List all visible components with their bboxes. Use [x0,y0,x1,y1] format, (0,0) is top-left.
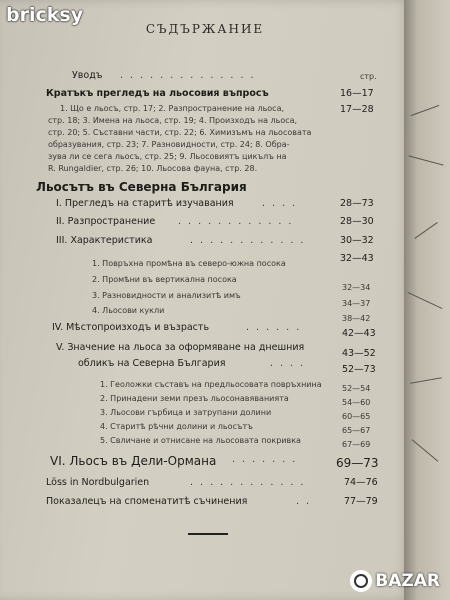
map-contour [412,439,439,462]
watermark-badge [350,570,440,592]
toc-entry-page: 60—65 [342,412,371,421]
toc-entry-page: 16—17 [340,88,374,99]
map-contour [408,155,443,165]
toc-entry-text: 4. Старитѣ рѣчни долини и льосътъ [100,422,253,431]
toc-entry-text: 4. Льосови кукли [92,306,165,315]
toc-entry-text: IV. Мѣстопроизходъ и възрасть [52,322,210,333]
toc-entry-page: 32—34 [342,283,371,292]
section-divider [188,533,228,535]
toc-entry-text: 5. Свличане и отнисане на льосовата покривка [100,436,301,445]
leader-dots: . . . . . . . . . . . . [190,477,306,488]
leader-dots: . . . . [270,358,306,369]
toc-entry-text: образувания, стр. 23; 7. Разновидности, стр. 24; 8. Обра- [48,140,290,149]
leader-dots: . . . . . . . . . . . . . . [120,70,256,81]
bazar-logo-icon [350,570,372,592]
toc-entry-page: 52—54 [342,384,371,393]
facing-page-map [404,0,450,600]
toc-entry-page: 28—73 [340,198,374,209]
toc-entry-text: Кратъкъ прегледъ на льосовия въпросъ [46,88,269,99]
toc-entry-page: 65—67 [342,426,371,435]
map-contour [410,377,442,384]
toc-entry-page: 32—43 [340,253,374,264]
toc-entry-page: 52—73 [342,364,376,375]
toc-entry-text: VI. Льосъ въ Дели-Ормана [50,454,217,468]
leader-dots: . . . . . . . [232,454,298,465]
toc-entry-text: I. Прегледъ на старитѣ изучавания [56,198,234,209]
toc-entry-page: 42—43 [342,328,376,339]
toc-entry-text: II. Разпространение [56,216,156,227]
toc-entry-text: III. Характеристика [56,235,153,246]
toc-entry-text: зува ли се сега льосъ, стр. 25; 9. Льосовиятъ цикълъ на [48,152,287,161]
watermark-bottom-text: BAZAR [375,571,440,591]
toc-entry-page: 77—79 [344,496,378,507]
leader-dots: . . . . . . . . . . . . [190,235,306,246]
toc-entry-page: 38—42 [342,314,371,323]
watermark-logo: bricksy [6,4,84,26]
map-contour [408,292,443,309]
toc-entry-page: 74—76 [344,477,378,488]
toc-entry-page: 67—69 [342,440,371,449]
toc-entry-page: 69—73 [336,456,379,470]
page-title: СЪДЪРЖАНИЕ [145,22,265,36]
toc-entry-text: 1. Повръхна промѣна въ северо-южна посока [92,259,286,268]
toc-entry-text: Löss in Nordbulgarien [46,477,150,488]
toc-entry-text: 3. Разновидности и анализитѣ имъ [92,291,241,300]
map-contour [414,222,438,239]
toc-entry-text: 1. Геоложки съставъ на предльосовата повръхнина [100,380,322,389]
toc-entry-page: 54—60 [342,398,371,407]
toc-entry-text: стр. 20; 5. Съставни части, стр. 22; 6. Химизъмъ на льосовата [48,128,312,137]
toc-entry-text: обликъ на Северна България [78,358,226,369]
toc-entry-text: 1. Що е льосъ, стр. 17; 2. Разпространение на льоса, [60,104,285,113]
toc-entry-text: Льосътъ въ Северна България [36,180,247,194]
toc-entry-text: V. Значение на льоса за оформяване на днешния [56,342,305,353]
leader-dots: . . . . . . [246,322,302,333]
leader-dots: . . . . . . . . . . . . [178,216,294,227]
toc-entry-text: 2. Принадени земи презъ льосонавяванията [100,394,289,403]
toc-entry-text: R. Rungaldier, стр. 26; 10. Льосова фауна, стр. 28. [48,164,258,173]
toc-entry-text: Показалецъ на споменатитѣ съчинения [46,496,248,507]
toc-entry-page: 43—52 [342,348,376,359]
toc-entry-page: 17—28 [340,104,374,115]
leader-dots: . . [296,496,312,507]
leader-dots: . . . . [262,198,298,209]
toc-entry-text: 2. Промѣни въ вертикална посока [92,275,237,284]
toc-entry-page: 30—32 [340,235,374,246]
page-column-label: стр. [360,72,377,81]
toc-entry-text: стр. 18; 3. Имена на льоса, стр. 19; 4. Произходъ на льоса, [48,116,298,125]
toc-entry-page: 34—37 [342,299,371,308]
toc-entry-text: Уводъ [72,70,103,81]
map-contour [411,105,440,116]
toc-entry-text: 3. Льосови гърбица и затрупани долини [100,408,272,417]
toc-entry-page: 28—30 [340,216,374,227]
